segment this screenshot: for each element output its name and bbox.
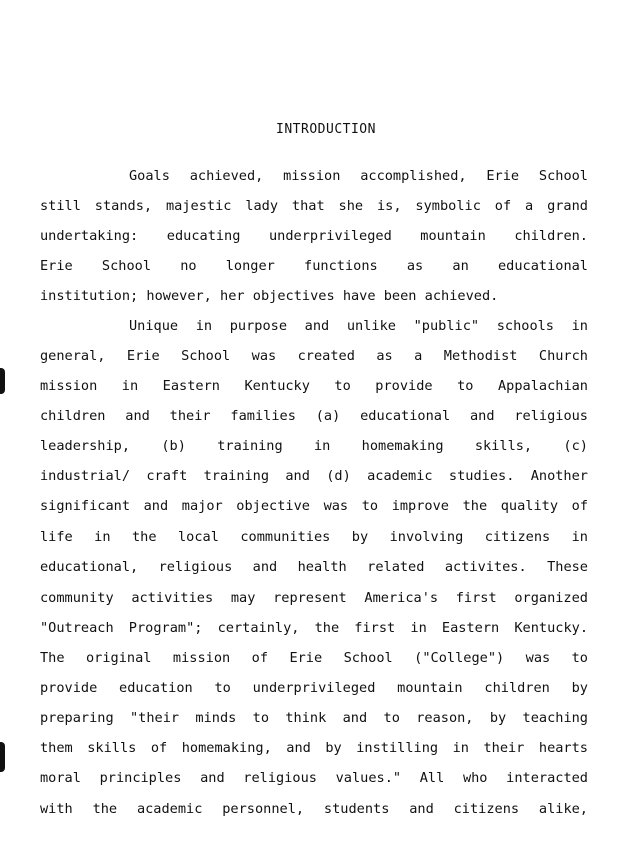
binder-hole-mark	[0, 742, 5, 772]
page-title: INTRODUCTION	[276, 122, 376, 137]
text-line: The original mission of Erie School ("College") was to	[40, 650, 588, 666]
text-line: institution; however, her objectives have been achieved.	[40, 288, 499, 304]
text-line: Unique in purpose and unlike "public" schools in	[129, 318, 588, 334]
text-line: Erie School no longer functions as an educational	[40, 258, 588, 274]
text-line: children and their families (a) educational and religious	[40, 408, 588, 424]
text-line: with the academic personnel, students and citizens alike,	[40, 801, 588, 817]
text-line: life in the local communities by involving citizens in	[40, 529, 588, 545]
text-line: "Outreach Program"; certainly, the first in Eastern Kentucky.	[40, 620, 588, 636]
text-line: educational, religious and health related activites. These	[40, 559, 588, 575]
text-line: undertaking: educating underprivileged mountain children.	[40, 228, 588, 244]
text-line: still stands, majestic lady that she is, symbolic of a grand	[40, 198, 588, 214]
text-line: moral principles and religious values." All who interacted	[40, 770, 588, 786]
text-line: mission in Eastern Kentucky to provide to Appalachian	[40, 378, 588, 394]
binder-hole-mark	[0, 368, 5, 394]
text-line: community activities may represent America's first organized	[40, 590, 588, 606]
text-line: Goals achieved, mission accomplished, Erie School	[129, 168, 588, 184]
text-line: significant and major objective was to improve the quality of	[40, 498, 588, 514]
text-line: preparing "their minds to think and to reason, by teaching	[40, 710, 588, 726]
text-line: industrial/ craft training and (d) academic studies. Another	[40, 468, 588, 484]
text-line: general, Erie School was created as a Methodist Church	[40, 348, 588, 364]
text-line: them skills of homemaking, and by instilling in their hearts	[40, 740, 588, 756]
text-line: leadership, (b) training in homemaking skills, (c)	[40, 438, 588, 454]
text-line: provide education to underprivileged mountain children by	[40, 680, 588, 696]
